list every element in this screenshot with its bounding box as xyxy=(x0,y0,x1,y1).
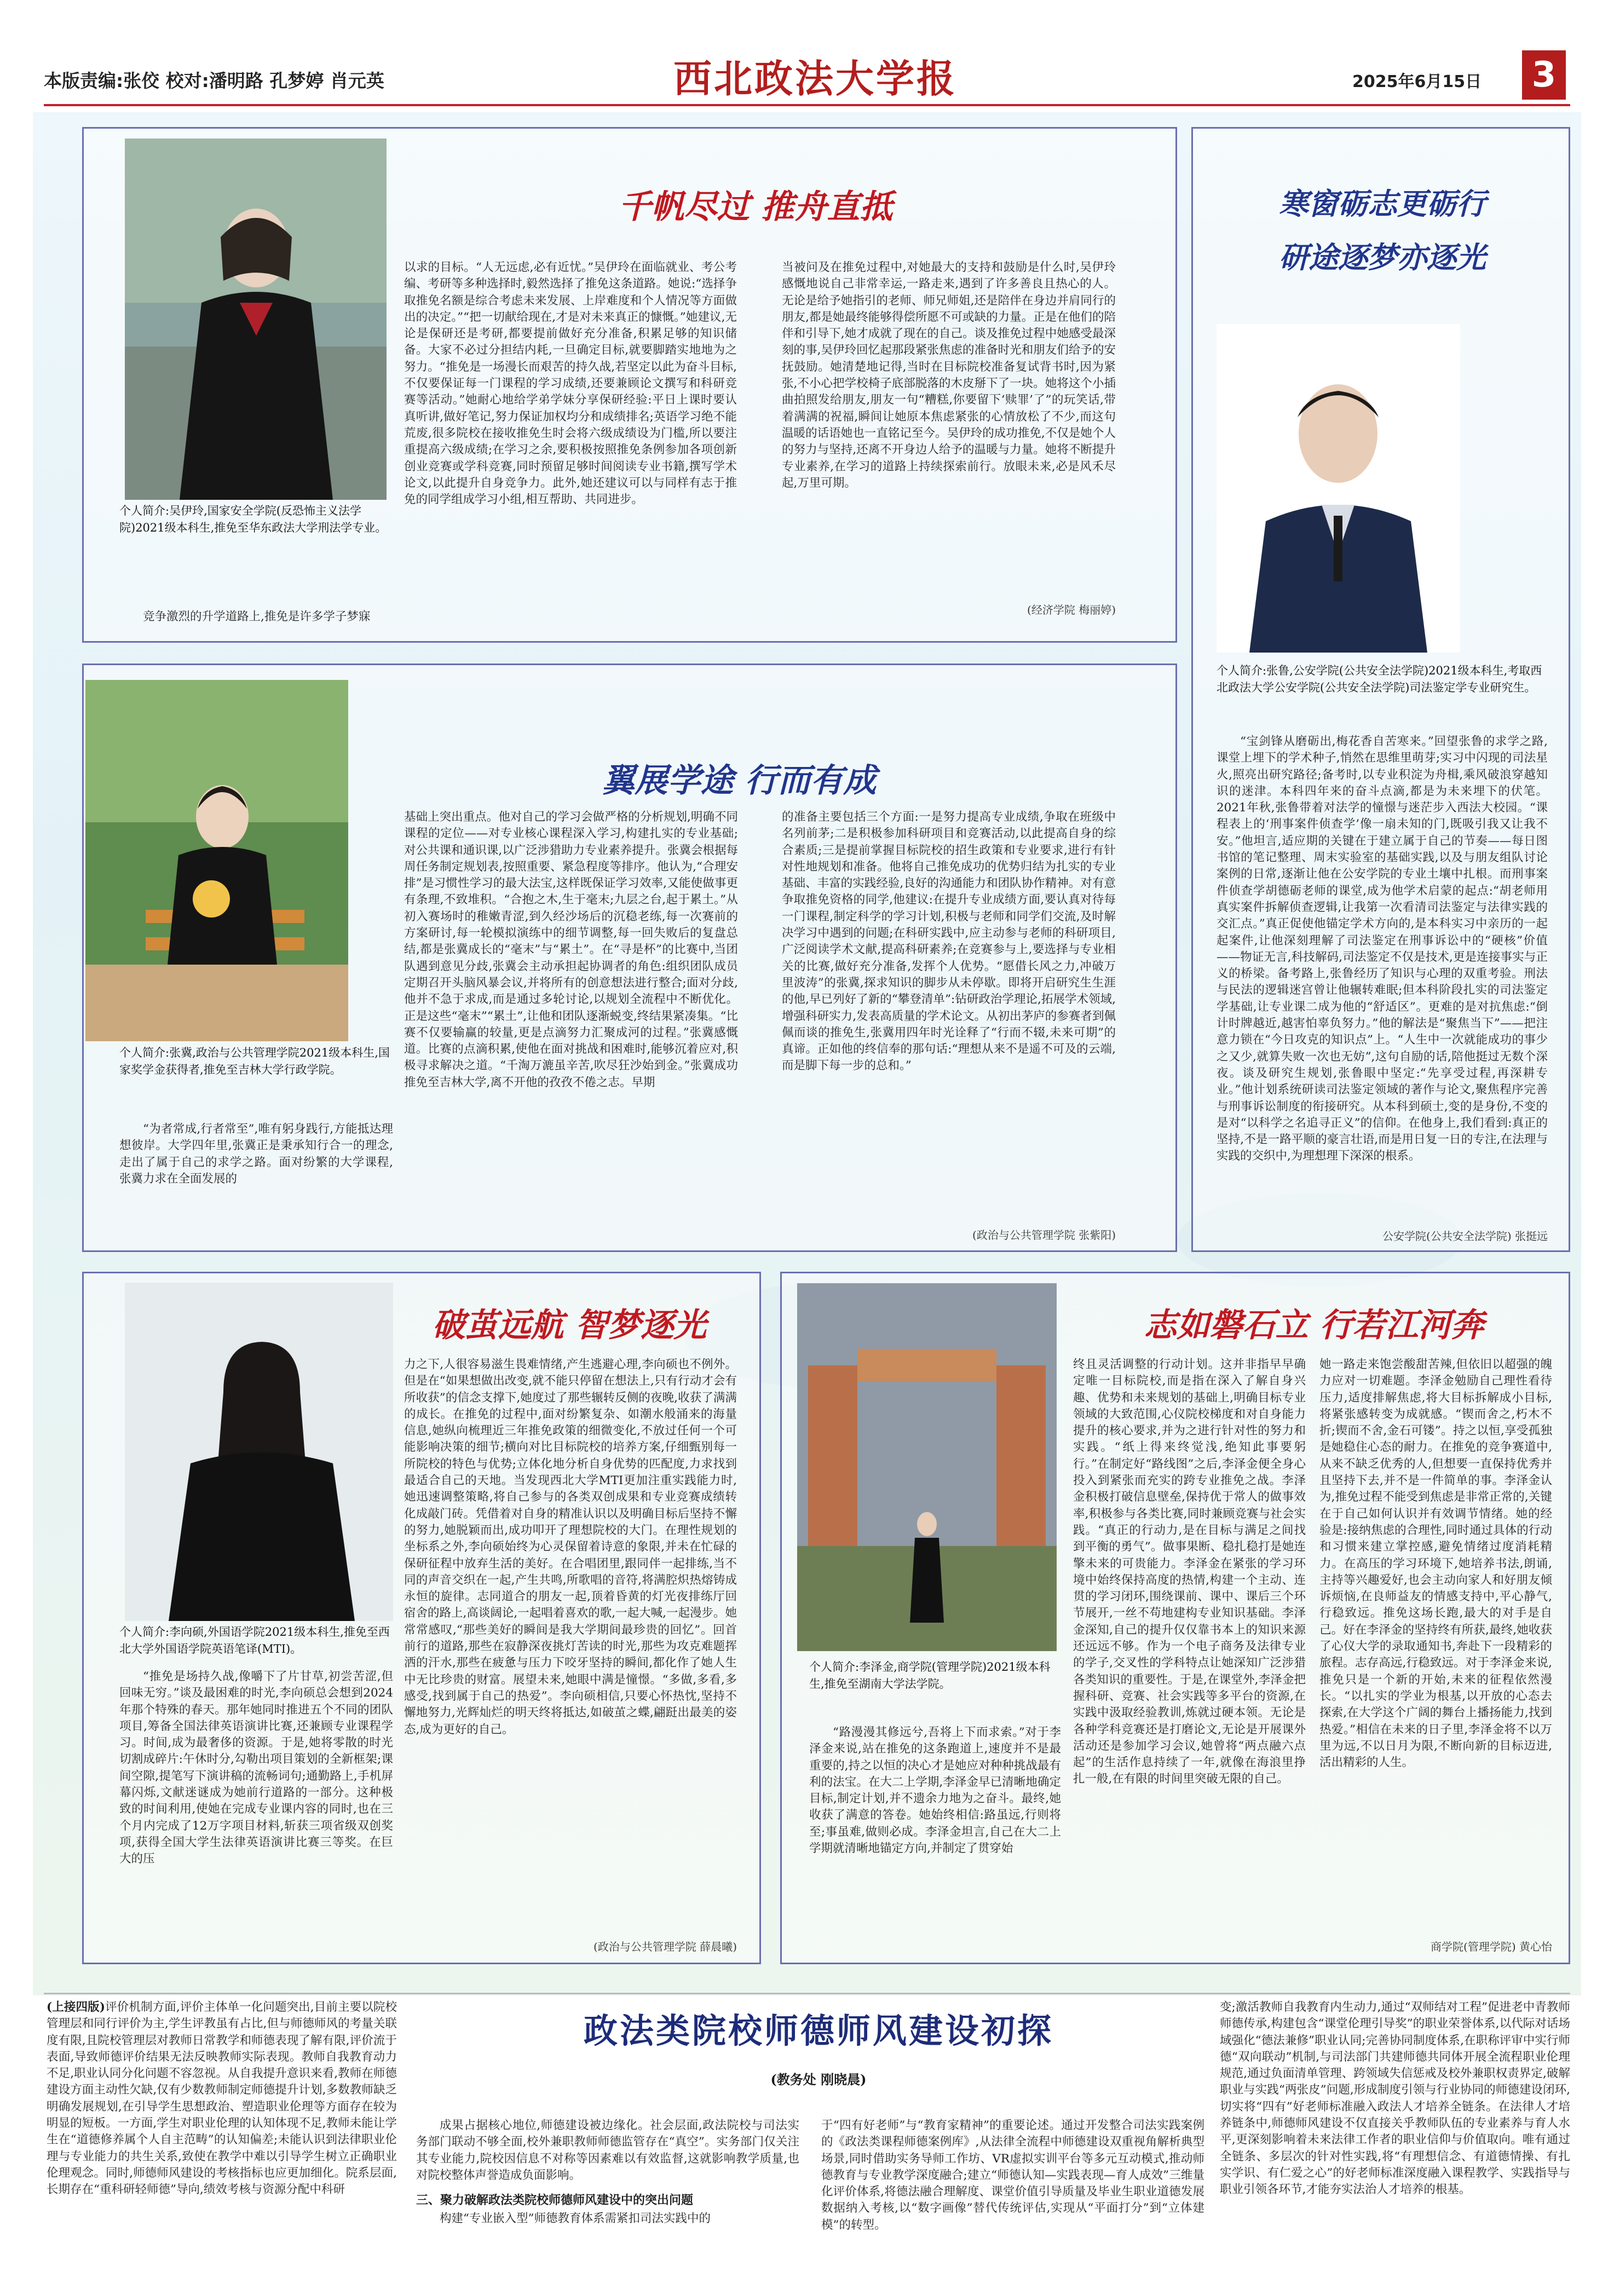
article2-title-line1: 寒窗砺志更砺行 xyxy=(1279,186,1486,221)
article6-title: 政法类院校师德师风建设初探 xyxy=(583,2011,1053,2051)
article6-author: (教务处 刚晓晨) xyxy=(770,2072,867,2087)
article5-col1: “路漫漫其修远兮,吾将上下而求索。”对于李泽金来说,站在推免的这条跑道上,速度并不是最重要的,持之以恒的决心才是她应对种种挑战最有利的法宝。在大二上学期,李泽金早已清晰地确定目标,制定计划,并不遗余力地为之奋斗。最终,她收获了满意的答卷。她始终相信:路虽远,行则将至;事虽难,做则必成。李泽金坦言,自己在大二上学期就清晰地锚定方向,并制定了贯穿始 xyxy=(809,1726,1061,1856)
article3-col3: 的准备主要包括三个方面:一是努力提高专业成绩,争取在班级中名列前茅;二是积极参加科研项目和竞赛活动,以此提高自身的综合素质;三是提前掌握目标院校的招生政策和专业要求,进行有针对性地规划和准备。他将自己推免成功的优势归结为扎实的专业基础、丰富的实践经验,良好的沟通能力和团队协作精神。对有意争取推免资格的同学,他建议:在提升专业成绩方面,要认真对待每一门课程,制定科学的学习计划,积极与老师和同学们交流,及时解决学习中遇到的问题;在科研实践中,应主动参与老师的科研项目,广泛阅读学术文献,提高科研素养;在竞赛参与上,要选择与专业相关的比赛,做好充分准备,发挥个人优势。“愿借长风之力,冲破万里波涛”的张冀,探求知识的脚步从未停歇。即将开启研究生生涯的他,早已列好了新的“攀登清单”:钻研政治学理论,拓展学术领域,增强科研实力,发表高质量的学术论文。从初出茅庐的参赛者到佩佩而谈的推免生,张冀用四年时光诠释了“行而不辍,未来可期”的真谛。正如他的终信奉的那句话:“理想从来不是遥不可及的云端,而是脚下每一步的总和。” xyxy=(782,810,1116,1073)
article1-col1: 竞争激烈的升学道路上,推免是许多学子梦寐 xyxy=(143,610,371,624)
article3-title: 翼展学途 行而有成 xyxy=(602,762,877,800)
article6-col2-tail: 构建“专业嵌入型”师德教育体系需紧扣司法实践中的 xyxy=(440,2212,711,2225)
editors-line: 本版责编:张佼 校对:潘明路 孔梦婷 肖元英 xyxy=(44,70,384,91)
article3-col1: “为者常成,行者常至”,唯有躬身践行,方能抵达理想彼岸。大学四年里,张冀正是秉承知行合一的理念,走出了属于自己的求学之路。面对纷繁的大学课程,张冀力求在全面发展的 xyxy=(119,1122,393,1186)
article5-signature: 商学院(管理学院) 黄心怡 xyxy=(1431,1940,1552,1953)
article6-col4: 变;激活教师自我教育内生动力,通过“双师结对工程”促进老中青教师师德传承,构建包含“课堂伦理引导奖”的职业荣誉体系,以代际对话场域强化“德法兼修”职业认同;完善协同制度体系,在职称评审中实行师德“双向联动”机制,与司法部门共建师德共同体开展全流程职业伦理规范,通过负面清单管理、跨领域失信惩戒及校外兼职权责界定,破解职业与实践“两张皮”问题,形成制度引领与行业协同的师德建设闭环,切实将“四有”好老师标准融入政法人才培养全链条。在法律人才培养链条中,师德师风建设不仅直接关乎教师队伍的专业素养与育人水平,更深刻影响着未来法律工作者的职业信仰与价值取向。唯有通过全链条、多层次的针对性实践,将“有理想信念、有道德情操、有扎实学识、有仁爱之心”的好老师标准深度融入课程教学、实践指导与职业引领各环节,才能夯实法治人才培养的根基。 xyxy=(1220,2000,1570,2197)
article3-caption: 个人简介:张冀,政治与公共管理学院2021级本科生,国家奖学金获得者,推免至吉林大学行政学院。 xyxy=(119,1046,390,1076)
article4-title: 破茧远航 智梦逐光 xyxy=(432,1306,707,1345)
article1-col3: 当被问及在推免过程中,对她最大的支持和鼓励是什么时,吴伊玲感慨地说自己非常幸运,一路走来,遇到了许多善良且热心的人。无论是给予她指引的老师、师兄师姐,还是陪伴在身边并肩同行的朋友,都是她最终能够得偿所愿不可或缺的力量。正是在他们的陪伴和引导下,她才成就了现在的自己。谈及推免过程中她感受最深刻的事,吴伊玲回忆起那段紧张焦虑的准备时光和朋友们给予的安抚鼓励。她清楚地记得,当时在目标院校准备复试背书时,因为紧张,不小心把学校椅子底部脱落的木皮掰下了一块。她将这个小插曲拍照发给朋友,朋友一句“糟糕,你要留下‘赎罪’了”的玩笑话,带着满满的祝福,瞬间让她原本焦虑紧张的心情放松了不少,而这句温暖的话语她也一直铭记至今。吴伊玲的成功推免,不仅是她个人的努力与坚持,还离不开身边人给予的温暖与力量。她将不断提升专业素养,在学习的道路上持续探索前行。放眼未来,必是风禾尽起,万里可期。 xyxy=(782,261,1116,490)
article2-caption: 个人简介:张鲁,公安学院(公共安全法学院)2021级本科生,考取西北政法大学公安学院(公共安全法学院)司法鉴定学专业研究生。 xyxy=(1217,664,1542,694)
article5-col2: 终且灵活调整的行动计划。这并非指早早确定唯一目标院校,而是指在深入了解自身兴趣、优势和未来规划的基础上,明确目标专业领域的大致范围,心仪院校梯度和对自身能力提升的核心要求,并为之进行针对性的努力和实践。“纸上得来终觉浅,绝知此事要躬行。”在制定好“路线图”之后,李泽金便全身心投入到紧张而充实的跨专业推免之战。李泽金积极打破信息壁垒,保持优于常人的做事效率,积极参与各类比赛,同时兼顾竞赛与社会实践。“真正的行动力,是在目标与满足之间找到平衡的勇气”。做事果断、稳扎稳打是她连擎未来的可贵能力。李泽金在紧张的学习环境中始终保持高度的热情,构建一个主动、连贯的学习闭环,围绕课前、课中、课后三个环节展开,一丝不苟地建构专业知识基础。李泽金深知,自己的提升仅仅靠书本上的知识来源还远远不够。作为一个电子商务及法律专业的学子,交叉性的学科特点让她深知广泛涉猎各类知识的重要性。于是,在课堂外,李泽金把握科研、竞赛、社会实践等多平台的资源,在实践中汲取经验教训,炼就过硬本领。无论是各种学科竞赛还是打磨论文,无论是开展课外活动还是参加学习会议,她曾将“两点融六点起”的生活作息持续了一年,就像在海浪里挣扎一般,在有限的时间里突破无限的自己。 xyxy=(1073,1358,1306,1786)
article4-col2: 力之下,人很容易滋生畏难情绪,产生逃避心理,李向硕也不例外。但是在“如果想做出改变,就不能只停留在想法上,只有行动才会有所收获”的信念支撑下,她度过了那些辗转反侧的夜晚,收获了满满的成长。在推免的过程中,面对纷繁复杂、如潮水般涌来的海量信息,她纵向梳理近三年推免政策的细微变化,不放过任何一个可能影响决策的细节;横向对比目标院校的培养方案,仔细甄别每一所院校的特色与优势;立体化地分析自身优势的匹配度,力求找到最适合自己的天地。当发现西北大学MTI更加注重实践能力时,她迅速调整策略,将自己参与的各类双创成果和专业竞赛成绩转化成敲门砖。凭借着对自身的精准认识以及明确目标后坚持不懈的努力,她脱颖而出,成功叩开了理想院校的大门。在理性规划的坐标系之外,李向硕始终为心灵保留着诗意的象限,并未在忙碌的保研征程中放弃生活的美好。在合唱团里,跟同伴一起排练,当不同的声音交织在一起,产生共鸣,所歌唱的音符,将满腔炽热熔铸成永恒的旋律。志同道合的朋友一起,顶着昏黄的灯光夜排练厅回宿舍的路上,高谈阔论,一起唱着喜欢的歌,一起大喊,一起漫步。她常常感叹,“那些美好的瞬间是我大学期间最珍贵的回忆”。回首前行的道路,那些在寂静深夜挑灯苦读的时光,那些为攻克难题挥洒的汗水,那些在疲惫与压力下咬牙坚持的瞬间,都化作了她人生中无比珍贵的财富。展望未来,她眼中满是憧憬。“多做,多看,多感受,找到属于自己的热爱”。李向硕相信,只要心怀热忱,坚持不懈地努力,光辉灿烂的明天终将抵达,如破茧之蝶,翩跹出最美的姿态,成为更好的自己。 xyxy=(404,1358,737,1737)
article5-title: 志如磐石立 行若江河奔 xyxy=(1144,1306,1484,1345)
portrait-zhang-lu xyxy=(1217,324,1460,653)
article1-title: 千帆尽过 推舟直抵 xyxy=(618,188,893,226)
article6-continued-mark: (上接四版) xyxy=(47,2000,105,2014)
article5-caption: 个人简介:李泽金,商学院(管理学院)2021级本科生,推免至湖南大学法学院。 xyxy=(809,1660,1051,1691)
article6-col1-text: 评价机制方面,评价主体单一化问题突出,目前主要以院校管理层和同行评价为主,学生评教虽有占比,但与师德师风的考量关联度有限,且院校管理层对教师日常教学和师德表现了解有限,评价流于表面,导致师德评价结果无法反映教师实际表现。教师自我教育动力不足,职业认同分化问题不容忽视。从自我提升意识来看,教师在师德建设方面主动性欠缺,仅有少数教师制定师德提升计划,多数教师缺乏明确发展规划,在引导学生思想政治、塑造职业伦理等方面存在较为明显的短板。一方面,学生对职业伦理的认知体现不足,教师未能让学生在“道德修养属个人自主范畴”的认知偏差;未能认识到法律职业伦理与专业能力的共生关系,致使在教学中难以引导学生树立正确职业伦理观念。同时,师德师风建设的考核指标也应更加细化。院系层面,长期存在“重科研轻师德”导向,绩效考核与资源分配中科研 xyxy=(47,2000,397,2197)
article2-title-line2: 研途逐梦亦逐光 xyxy=(1279,240,1486,275)
article1-col2: 以求的目标。“人无远虑,必有近忧。”吴伊玲在面临就业、考公考编、考研等多种选择时,毅然选择了推免这条道路。她说:“选择争取推免名额是综合考虑未来发展、上岸难度和个人情况等方面做出的决定。”“把一切献给现在,才是对未来真正的慷慨。”她建议,无论是保研还是考研,都要提前做好充分准备,积累足够的知识储备。大家不必过分担结内耗,一旦确定目标,就要脚踏实地地为之努力。“推免是一场漫长而艰苦的持久战,若坚定以此为奋斗目标,不仅要保证每一门课程的学习成绩,还要兼顾论文撰写和科研竞赛等活动。”她耐心地给学弟学妹分享保研经验:平日上课时要认真听讲,做好笔记,努力保证加权均分和成绩排名;英语学习绝不能荒废,很多院校在接收推免生时会将六级成绩设为门槛,所以要注重提高六级成绩;在学习之余,要积极按照推免条例参加各项创新创业竞赛或学科竞赛,同时预留足够时间阅读专业书籍,撰写学术论文,以此提升自身竞争力。此外,她还建议可以与同样有志于推免的同学组成学习小组,相互帮助、共同进步。 xyxy=(404,261,737,507)
article4-col1: “推免是场持久战,像嚼下了片甘草,初尝苦涩,但回味无穷。”谈及最困难的时光,李向硕总会想到2024年那个特殊的春天。那年她同时推进五个不同的团队项目,筹备全国法律英语演讲比赛,还兼顾专业课程学习。时间,成为最奢侈的资源。于是,她将零散的时光切割成碎片:午休时分,勾勒出项目策划的全新框架;课间空隙,提笔写下演讲稿的流畅词句;通勤路上,手机屏幕闪烁,文献迷谜成为她前行道路的一部分。这种极致的时间利用,使她在完成专业课内容的同时,也在三个月内完成了12万字项目材料,斩获三项省级双创奖项,获得全国大学生法律英语演讲比赛三等奖。在巨大的压 xyxy=(119,1670,393,1866)
article2-signature: 公安学院(公共安全法学院) 张挺远 xyxy=(1382,1230,1548,1243)
issue-date: 2025年6月15日 xyxy=(1352,72,1482,91)
portrait-li-zejin xyxy=(797,1283,1057,1651)
article6-col1 xyxy=(47,1999,397,2199)
article5-col3: 她一路走来饱尝酸甜苦辣,但依旧以超强的魄力应对一切难题。李泽金勉励自己理性看待压力,适度排解焦虑,将大目标拆解成小目标,将紧张感转变为成就感。“锲而舍之,朽木不折;锲而不舍,金石可镂”。持之以恒,享受孤独是她稳住心态的耐力。在推免的竞争赛道中,从来不缺乏优秀的人,但想要一直保持优秀并且坚持下去,并不是一件简单的事。李泽金认为,推免过程不能受到焦虑是非常正常的,关键在于自己如何认识并有效调节情绪。她的经验是:接纳焦虑的合理性,同时通过具体的行动和习惯来建立掌控感,避免情绪过度消耗精力。在高压的学习环境下,她培养书法,朗诵,主持等兴趣爱好,也会主动向家人和好朋友倾诉烦恼,在良师益友的情感支持中,平心静气,行稳致远。推免这场长跑,最大的对手是自己。好在李泽金的坚持终有所获,最终,她收获了心仪大学的录取通知书,奔赴下一段精彩的旅程。志存高远,行稳致远。对于李泽金来说,推免只是一个新的开始,未来的征程依然漫长。“以扎实的学业为根基,以开放的心态去探索,在大学这个广阔的舞台上播扬能力,找到热爱。”相信在未来的日子里,李泽金将不以万里为远,不以日月为限,不断向新的目标迈进,活出精彩的人生。 xyxy=(1319,1358,1552,1770)
portrait-zhang-ji xyxy=(85,680,348,1041)
portrait-wu-yiling xyxy=(125,139,387,500)
header-rule xyxy=(44,104,1570,106)
article6-section-heading: 三、聚力破解政法类院校师德师风建设中的突出问题 xyxy=(416,2194,694,2207)
article4-signature: (政治与公共管理学院 薛晨曦) xyxy=(593,1940,737,1953)
article6-title-block xyxy=(416,2004,1221,2086)
section-divider xyxy=(44,1993,1570,1994)
article6-col3: 于“四有好老师”与“教育家精神”的重要论述。通过开发整合司法实践案例的《政法类课程师德案例库》,从法律全流程中师德建设双重视角解析典型场景,同时借助实务导师工作坊、VR虚拟实训平台等多元互动模式,推动师德教育与专业教学深度融合;建立“师德认知—实践表现—育人成效”三维量化评价体系,将德法融合理解度、课堂价值引导质量及毕业生职业道德发展数据纳入考核,以“数字画像”替代传统评估,实现从“平面打分”到“立体建模”的转型。 xyxy=(821,2119,1204,2232)
article6-col2: 成果占据核心地位,师德建设被边缘化。社会层面,政法院校与司法实务部门联动不够全面,校外兼职教师师德监管存在“真空”。实务部门仅关注其专业能力,院校因信息不对称等因素难以有效监督,这就影响教学质量,也对院校整体声誉造成负面影响。 xyxy=(416,2119,799,2182)
article2-body: “宝剑锋从磨砺出,梅花香自苦寒来。”回望张鲁的求学之路,课堂上埋下的学术种子,悄然在思维里萌芽;实习中闪现的司法星火,照亮出研究路径;备考时,以专业积淀为舟楫,乘风破浪穿越知识的迷津。本科四年来的奋斗点滴,都是为未来埋下的伏笔。2021年秋,张鲁带着对法学的憧憬与迷茫步入西法大校园。“课程表上的‘刑事案件侦查学’像一扇未知的门,既吸引我又让我不安。”他坦言,适应期的关键在于建立属于自己的节奏——每日图书馆的笔记整理、周末实验室的基础实践,以及与朋友组队讨论案例的日常,逐渐让他在公安学院的专业土壤中扎根。而刑事案件侦查学胡德砺老师的课堂,成为他学术启蒙的起点:“胡老师用真实案件拆解侦查逻辑,让我第一次看清司法鉴定与法律实践的交汇点。”真正促使他锚定学术方向的,是本科实习中亲历的一起起案件,让他深刻理解了司法鉴定在刑事诉讼中的“硬核”价值——物证无言,科技解码,司法鉴定不仅是技术,更是连接事实与正义的桥梁。备考路上,张鲁经历了知识与心理的双重考验。刑法与民法的逻辑迷宫曾让他辗转难眠;但本科阶段扎实的司法鉴定学基础,让专业课二成为他的“舒适区”。更难的是对抗焦虑:“倒计时牌越近,越害怕辜负努力。”他的解法是“聚焦当下”——把注意力锁在“今日攻克的知识点”上。“人生中一次就能成功的事少之又少,就算失败一次也无妨”,这句自励的话,陪他挺过无数个深夜。谈及研究生规划,张鲁眼中坚定:“先享受过程,再深耕专业。”他计划系统研读司法鉴定领域的著作与论文,聚焦程序完善与刑事诉讼制度的衔接研究。从本科到硕士,变的是身份,不变的是对“以科学之名追寻正义”的信仰。在他身上,我们看到:真正的坚持,不是一路平顺的豪言壮语,而是用日复一日的专注,在法理与实践的交织中,为理想理下深深的根系。 xyxy=(1217,735,1548,1163)
masthead-logo: 西北政法大学报 xyxy=(673,56,957,101)
article4-caption: 个人简介:李向硕,外国语学院2021级本科生,推免至西北大学外国语学院英语笔译(MTI)。 xyxy=(119,1625,390,1655)
page-number-badge: 3 xyxy=(1522,50,1566,100)
article3-col2: 基础上突出重点。他对自己的学习会做严格的分析规划,明确不同课程的定位——对专业核心课程深入学习,构建扎实的专业基础;对公共课和通识课,以广泛涉猎助力专业素养提升。张冀会根据每周任务制定规划表,按照重要、紧急程度等排序。他认为,“合理安排”是习惯性学习的最大法宝,这样既保证学习效率,又能使做事更有条理,不致堆积。“合抱之木,生于毫末;九层之台,起于累土。”从初入赛场时的稚嫩青涩,到久经沙场后的沉稳老练,每一次赛前的方案研讨,每一轮模拟演练中的细节调整,每一回失败后的复盘总结,都是张冀成长的“毫末”与“累土”。在“寻是杯”的比赛中,当团队遇到意见分歧,张冀会主动承担起协调者的角色:组织团队成员定期召开头脑风暴会议,并将所有的创意想法进行整合;面对分歧,他并不急于求成,而是通过多轮讨论,以规划全流程中不断优化。正是这些“毫末”“累土”,让他和团队逐渐蜕变,终结果紧凑集。“比赛不仅要输赢的较量,更是点滴努力汇聚成河的过程。”张冀感慨道。比赛的点滴积累,使他在面对挑战和困难时,能够沉着应对,积极寻求解决之道。“千淘万漉虽辛苦,吹尽狂沙始到金。”张冀成功推免至吉林大学,离不开他的孜孜不倦之志。早期 xyxy=(404,810,738,1089)
article1-signature: (经济学院 梅丽婷) xyxy=(1027,603,1116,616)
article3-signature: (政治与公共管理学院 张紫阳) xyxy=(972,1228,1116,1242)
portrait-li-xiangshuo xyxy=(125,1283,393,1621)
article1-caption: 个人简介:吴伊玲,国家安全学院(反恐怖主义法学院)2021级本科生,推免至华东政法大学刑法学专业。 xyxy=(119,504,387,534)
